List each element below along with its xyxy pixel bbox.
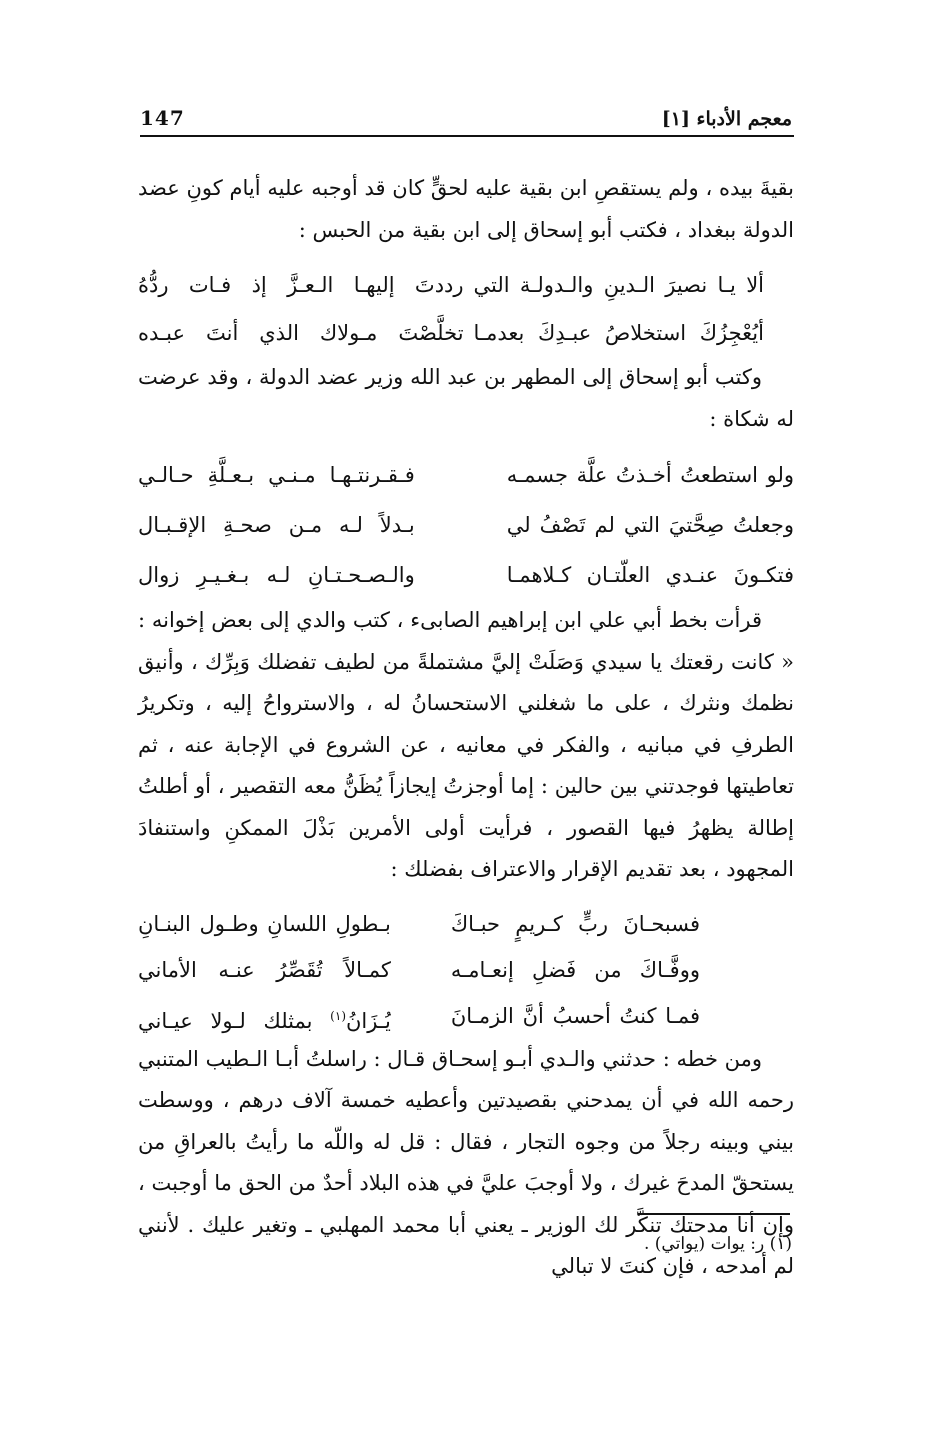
paragraph-1: بقيةَ بيده ، ولم يستقصِ ابن بقية عليه لحقٍّ كان قد أوجبه عليه أيام كونِ عضد الدولة ببغداد ، فكتب أبو إسحاق إلى ابن بقية من الحبس : bbox=[138, 176, 794, 242]
verse-first-hemistich: ووفَّـاكَ من فَضلِ إنعـامـه bbox=[450, 957, 700, 982]
verse-first-hemistich: وجعلتُ صِحَّتيَ التي لم تَصْفُ لي bbox=[506, 513, 794, 537]
paragraph-2: وكتب أبو إسحاق إلى المطهر بن عبد الله وزير عضد الدولة ، وقد عرضت له شكاة : bbox=[138, 365, 794, 431]
verse-line bbox=[138, 947, 794, 993]
verse-second-hemistich: فـقـرنتـهـا مـنـي بـعـلَّةِ حـالـي bbox=[138, 463, 415, 487]
verse-second-hemistich: كمـالاً تُقَصِّرُ عنـه الأماني bbox=[138, 957, 391, 982]
verse-line bbox=[138, 500, 794, 550]
verse-second-hemistich bbox=[138, 993, 391, 1039]
verse-second-hemistich: بـطولِ اللسانِ وطـول البنـانِ bbox=[138, 911, 391, 936]
paragraph-4: ومن خطه : حدثني والـدي أبـو إسحـاق قـال : راسلتُ أبـا الـطيب المتنبي رحمه الله في أن يمدحني بقصيدتين وأعطيه خمسة آلاف درهم ، ووسطت بيني وبينه رجلاً من وجوه التجار ، فقال : قل له واللّه ما رأيتُ بالعراقِ من يستحقّ المدحَ غيرك ، ولا أوجبَ عليَّ في هذه البلاد أحدٌ من الحق ما أوجبت ، وإن أنا مدحتك تنكَّر لك الوزير ـ يعني أبا محمد المهلبي ـ وتغير عليك . لأنني لم أمدحه ، فإن كنتَ لا تبالي bbox=[138, 1046, 794, 1278]
verse-first-hemistich: ولو استطعتُ أخـذتُ علَّة جسمـه bbox=[506, 463, 794, 487]
verse-first-hemistich: ألا يـا نصيرَ الـدينِ والـدولـة التي bbox=[473, 273, 764, 297]
verse-line bbox=[138, 450, 794, 500]
paragraph-3: قرأت بخط أبي علي ابن إبراهيم الصابىء ، كتب والدي إلى بعض إخوانه : « كانت رقعتك يا سيدي وَصَلَتْ إليَّ مشتملةً من لطيف تفضلك وَبِرِّك ، وأنيق نظمك ونثرك ، على ما شغلني الاستحسانُ له ، والاسترواحُ إليه ، وتكريرُ الطرفِ في مبانيه ، والفكر في معانيه ، عن الشروع في الإجابة عنه ، ثم تعاطيتها فوجدتني بين حالين : إما أوجزتُ إيجازاً يُظَنُّ معه التقصير ، أو أطلتُ إطالة يظهرُ فيها القصور ، فرأيت أولى الأمرين بَذْلَ الممكنِ واستنفادَ المجهود ، بعد تقديم الإقرار والاعتراف بفضلك : bbox=[138, 608, 794, 881]
page-number: 147 bbox=[140, 106, 185, 130]
running-title: معجم الأدباء [١] bbox=[661, 108, 792, 130]
verse-line bbox=[138, 993, 794, 1039]
verse-first-hemistich: فتكـونَ عنـدي العلّتـان كـلاهمـا bbox=[506, 563, 794, 587]
page-body bbox=[138, 168, 794, 1288]
verse-line bbox=[138, 261, 794, 309]
verse-line bbox=[138, 309, 794, 357]
verse-first-hemistich: فمـا كنتُ أحسبُ أنَّ الزمـانَ bbox=[450, 1003, 700, 1028]
verse-second-hemistich: رددتَ إليهـا الـعـزَّ إذ فـات ردُّهُ bbox=[138, 273, 464, 297]
verse-first-hemistich: أيُعْجِزُكَ استخلاصُ عبـدِكَ بعدمـا bbox=[473, 321, 764, 345]
verse-second-hemistich: تخلَّصْتَ مـولاك الذي أنتَ عبـده bbox=[138, 321, 464, 345]
verse-second-hemistich: بـدلاً لـه مـن صحـةِ الإقـبـال bbox=[138, 513, 415, 537]
verse-line bbox=[138, 550, 794, 600]
footnote-marker: (١) bbox=[330, 1008, 346, 1023]
footnote-rule bbox=[638, 1213, 790, 1215]
verse-second-hemistich: والـصـحـتـانِ لـه بـغـيـرِ زوال bbox=[138, 563, 415, 587]
verse-first-hemistich: فسبحـانَ ربٍّ كـريمٍ حبـاكَ bbox=[450, 911, 700, 936]
page-header bbox=[140, 98, 792, 130]
verse-line bbox=[138, 901, 794, 947]
verse-word: يُـزَانُ bbox=[346, 1008, 391, 1033]
header-rule bbox=[140, 135, 794, 137]
verse-text: بمثلك لـولا عيـاني bbox=[138, 1008, 331, 1033]
footnote: (١) ر: يوات (يواتي) . bbox=[643, 1234, 792, 1254]
